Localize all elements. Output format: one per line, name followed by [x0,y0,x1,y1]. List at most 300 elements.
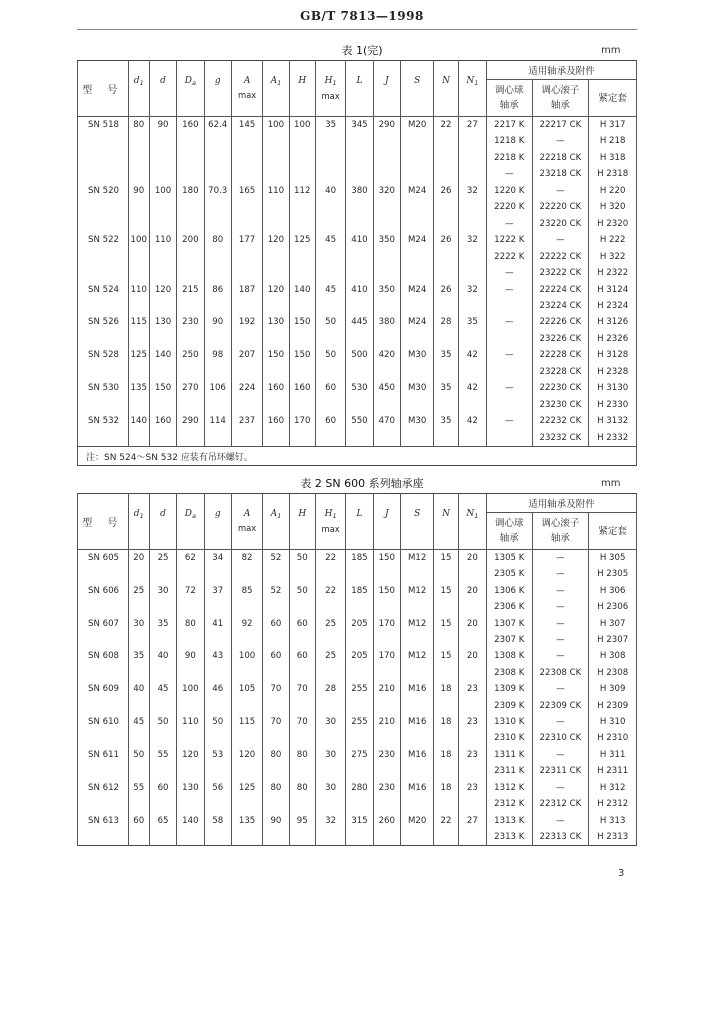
col-H [289,61,315,117]
cell-acc-sleeve: H 2307 [589,632,637,648]
cell-H1: 28 [315,681,345,714]
cell-A1: 80 [263,747,289,780]
cell-N: 15 [434,616,458,649]
cell-d1: 25 [128,583,149,616]
cell-H1: 32 [315,813,345,846]
cell-d1: 40 [128,681,149,714]
cell-H1: 30 [315,780,345,813]
cell-N1: 32 [458,282,486,315]
cell-acc-roller: 23226 CK [532,331,589,347]
cell-N1: 23 [458,747,486,780]
cell-A1: 160 [263,413,289,446]
table-row [78,616,637,632]
col-N1-subscript: 1 [474,512,479,520]
cell-Da: 270 [177,380,204,413]
cell-Da: 62 [177,550,204,583]
cell-d: 110 [149,232,176,281]
cell-L: 205 [346,648,373,681]
cell-J: 210 [373,681,400,714]
cell-A: 100 [231,648,262,681]
cell-acc-roller: 22224 CK [532,282,589,298]
cell-acc-sleeve: H 2312 [589,796,637,812]
col-J [373,61,400,117]
col-N1-symbol: N [466,509,475,519]
cell-acc-sleeve: H 307 [589,616,637,632]
cell-A1: 160 [263,380,289,413]
col-N1 [458,494,486,550]
col-acc-roller: 调心滚子 轴承 [532,513,589,550]
cell-Da: 250 [177,347,204,380]
cell-acc-ball: 1310 K [487,714,533,730]
table-row [78,714,637,730]
cell-J: 450 [373,380,400,413]
table2-unit: mm [601,478,621,489]
cell-J: 210 [373,714,400,747]
cell-N: 26 [434,183,458,232]
col-A-symbol: A [243,76,251,86]
cell-H1: 45 [315,232,345,281]
cell-acc-ball: 1306 K [487,583,533,599]
cell-acc-sleeve: H 222 [589,232,637,248]
col-d-symbol: d [160,509,166,519]
cell-acc-ball: — [487,413,533,429]
cell-g: 90 [204,314,231,347]
cell-acc-sleeve: H 2306 [589,599,637,615]
model-cell: SN 612 [78,780,129,813]
cell-L: 315 [346,813,373,846]
cell-d1: 35 [128,648,149,681]
cell-acc-ball [487,397,533,413]
col-d [149,61,176,117]
cell-N: 35 [434,413,458,446]
cell-N1: 42 [458,380,486,413]
cell-g: 41 [204,616,231,649]
cell-N1: 20 [458,648,486,681]
cell-H1: 25 [315,616,345,649]
col-H1 [315,61,345,117]
cell-d: 60 [149,780,176,813]
cell-acc-roller: — [532,133,589,149]
table2-title: 表 2 SN 600 系列轴承座 [300,477,424,490]
cell-acc-roller: — [532,183,589,199]
model-cell: SN 606 [78,583,129,616]
cell-A: 120 [231,747,262,780]
page-number: 3 [618,868,625,879]
cell-g: 43 [204,648,231,681]
col-d1-subscript: 1 [139,512,144,520]
cell-A1: 60 [263,616,289,649]
cell-S: M12 [400,648,433,681]
table1-note-row [78,447,637,466]
col-d1-subscript: 1 [139,79,144,87]
cell-g: 56 [204,780,231,813]
cell-acc-ball: 1313 K [487,813,533,829]
col-S-symbol: S [414,509,421,519]
col-accessories-group: 适用轴承及附件 [487,61,637,80]
col-H1 [315,494,345,550]
header-row [78,494,637,513]
cell-J: 150 [373,583,400,616]
cell-Da: 230 [177,314,204,347]
col-H1-symbol: H [324,76,333,86]
cell-acc-ball [487,364,533,380]
col-g-symbol: g [214,76,221,86]
model-cell: SN 522 [78,232,129,281]
cell-acc-roller: — [532,813,589,829]
cell-acc-roller: 22230 CK [532,380,589,396]
cell-L: 410 [346,232,373,281]
cell-acc-ball: 2305 K [487,566,533,582]
col-S [400,494,433,550]
cell-L: 205 [346,616,373,649]
table-row [78,550,637,567]
cell-g: 53 [204,747,231,780]
cell-acc-ball: 1222 K [487,232,533,248]
table-row [78,747,637,763]
cell-acc-sleeve: H 3132 [589,413,637,429]
cell-L: 380 [346,183,373,232]
cell-S: M16 [400,681,433,714]
cell-A1: 90 [263,813,289,846]
cell-acc-sleeve: H 308 [589,648,637,664]
col-H1-max-note: max [321,524,340,534]
cell-N: 22 [434,117,458,183]
cell-acc-sleeve: H 309 [589,681,637,697]
cell-J: 170 [373,648,400,681]
cell-d1: 140 [128,413,149,446]
cell-J: 230 [373,747,400,780]
col-d1 [128,61,149,117]
cell-A: 237 [231,413,262,446]
cell-acc-ball: — [487,380,533,396]
col-H1-max-note: max [321,91,340,101]
cell-Da: 200 [177,232,204,281]
cell-A: 187 [231,282,262,315]
cell-S: M16 [400,714,433,747]
cell-J: 380 [373,314,400,347]
cell-acc-roller: — [532,780,589,796]
cell-H1: 22 [315,583,345,616]
col-d [149,494,176,550]
col-S-symbol: S [414,76,421,86]
cell-acc-roller: 22313 CK [532,829,589,846]
cell-N: 26 [434,232,458,281]
col-J-symbol: J [384,76,389,86]
cell-acc-sleeve: H 2313 [589,829,637,846]
cell-g: 58 [204,813,231,846]
cell-A1: 120 [263,282,289,315]
cell-J: 320 [373,183,400,232]
cell-N1: 35 [458,314,486,347]
cell-J: 350 [373,232,400,281]
cell-acc-ball: 2310 K [487,730,533,746]
cell-N: 15 [434,648,458,681]
cell-acc-ball: 1309 K [487,681,533,697]
standard-code: GB/T 7813—1998 [300,9,424,23]
cell-H: 50 [289,583,315,616]
cell-acc-ball: 1305 K [487,550,533,567]
cell-d: 35 [149,616,176,649]
cell-acc-ball: — [487,282,533,298]
model-cell: SN 526 [78,314,129,347]
col-A [231,61,262,117]
cell-A: 192 [231,314,262,347]
cell-L: 185 [346,550,373,583]
cell-H1: 50 [315,314,345,347]
cell-acc-roller: 23222 CK [532,265,589,281]
cell-J: 470 [373,413,400,446]
cell-acc-ball: 1307 K [487,616,533,632]
cell-d1: 80 [128,117,149,183]
cell-A: 177 [231,232,262,281]
cell-A1: 70 [263,714,289,747]
col-L [346,61,373,117]
table-row [78,780,637,796]
col-g [204,494,231,550]
col-J-symbol: J [384,509,389,519]
cell-acc-sleeve: H 3126 [589,314,637,330]
cell-acc-sleeve: H 220 [589,183,637,199]
cell-A: 105 [231,681,262,714]
cell-acc-roller: — [532,632,589,648]
cell-A1: 110 [263,183,289,232]
cell-acc-sleeve: H 2308 [589,665,637,681]
col-d1-symbol: d [133,509,140,519]
model-cell: SN 530 [78,380,129,413]
cell-Da: 90 [177,648,204,681]
cell-d: 45 [149,681,176,714]
cell-g: 70.3 [204,183,231,232]
cell-acc-ball: 2217 K [487,117,533,134]
col-N [434,61,458,117]
header-row [78,61,637,80]
cell-acc-roller: 22218 CK [532,150,589,166]
cell-N1: 42 [458,347,486,380]
cell-acc-roller: — [532,714,589,730]
col-d1-symbol: d [133,76,140,86]
cell-d: 25 [149,550,176,583]
table2 [77,493,637,846]
cell-H: 95 [289,813,315,846]
col-Da-subscript: a [192,79,196,87]
cell-J: 230 [373,780,400,813]
col-L-symbol: L [356,509,363,519]
cell-acc-roller: 22226 CK [532,314,589,330]
cell-acc-roller: 22311 CK [532,763,589,779]
cell-S: M30 [400,347,433,380]
cell-d1: 45 [128,714,149,747]
cell-A: 82 [231,550,262,583]
cell-L: 410 [346,282,373,315]
cell-g: 50 [204,714,231,747]
cell-A1: 70 [263,681,289,714]
cell-N: 35 [434,380,458,413]
cell-acc-sleeve: H 2309 [589,698,637,714]
cell-d1: 55 [128,780,149,813]
cell-acc-roller: 23230 CK [532,397,589,413]
cell-acc-sleeve: H 2320 [589,216,637,232]
cell-N: 15 [434,550,458,583]
col-H1-symbol: H [324,509,333,519]
col-N [434,494,458,550]
cell-Da: 140 [177,813,204,846]
cell-g: 98 [204,347,231,380]
cell-acc-ball: 1312 K [487,780,533,796]
cell-A: 135 [231,813,262,846]
cell-L: 280 [346,780,373,813]
cell-H: 170 [289,413,315,446]
col-Da-symbol: D [184,76,192,86]
col-H1-subscript: 1 [332,79,337,87]
cell-acc-sleeve: H 322 [589,249,637,265]
cell-S: M24 [400,183,433,232]
cell-H1: 50 [315,347,345,380]
cell-acc-ball: 2313 K [487,829,533,846]
cell-d: 50 [149,714,176,747]
col-acc-ball: 调心球 轴承 [487,80,533,117]
col-L [346,494,373,550]
col-A1 [263,494,289,550]
cell-acc-sleeve: H 2330 [589,397,637,413]
cell-acc-ball: — [487,314,533,330]
table1-unit: mm [601,45,621,56]
cell-H: 112 [289,183,315,232]
cell-H: 70 [289,681,315,714]
cell-acc-roller: 22312 CK [532,796,589,812]
cell-d1: 110 [128,282,149,315]
cell-acc-ball: 1218 K [487,133,533,149]
col-A1-subscript: 1 [277,79,282,87]
cell-L: 255 [346,681,373,714]
cell-S: M24 [400,282,433,315]
col-A1-symbol: A [270,76,278,86]
col-A-max-note: max [237,90,257,100]
cell-g: 106 [204,380,231,413]
model-cell: SN 608 [78,648,129,681]
table1-title: 表 1(完) [341,44,383,57]
cell-d: 55 [149,747,176,780]
cell-d1: 30 [128,616,149,649]
cell-H: 125 [289,232,315,281]
cell-acc-ball: — [487,265,533,281]
model-cell: SN 520 [78,183,129,232]
cell-acc-sleeve: H 2322 [589,265,637,281]
cell-g: 62.4 [204,117,231,183]
cell-acc-sleeve: H 2311 [589,763,637,779]
col-A1 [263,61,289,117]
cell-acc-ball: 2308 K [487,665,533,681]
cell-N: 35 [434,347,458,380]
cell-acc-sleeve: H 2326 [589,331,637,347]
cell-Da: 290 [177,413,204,446]
cell-S: M24 [400,232,433,281]
cell-N1: 20 [458,550,486,583]
col-Da [177,61,204,117]
cell-acc-ball [487,298,533,314]
cell-N1: 27 [458,117,486,183]
cell-g: 86 [204,282,231,315]
cell-A1: 150 [263,347,289,380]
col-d1 [128,494,149,550]
cell-A: 165 [231,183,262,232]
cell-A1: 60 [263,648,289,681]
cell-L: 345 [346,117,373,183]
cell-acc-roller: 22222 CK [532,249,589,265]
cell-A1: 100 [263,117,289,183]
table-row [78,232,637,248]
cell-d: 130 [149,314,176,347]
col-H-symbol: H [298,509,307,519]
cell-N1: 42 [458,413,486,446]
cell-Da: 215 [177,282,204,315]
cell-H: 60 [289,616,315,649]
cell-d1: 100 [128,232,149,281]
cell-acc-roller: — [532,566,589,582]
model-cell: SN 611 [78,747,129,780]
cell-L: 185 [346,583,373,616]
model-cell: SN 524 [78,282,129,315]
cell-g: 34 [204,550,231,583]
cell-S: M16 [400,780,433,813]
cell-L: 445 [346,314,373,347]
col-model: 型 号 [78,494,129,550]
cell-A: 125 [231,780,262,813]
cell-acc-roller: — [532,550,589,567]
cell-Da: 120 [177,747,204,780]
col-acc-sleeve: 紧定套 [589,513,637,550]
table-row [78,813,637,829]
cell-S: M12 [400,550,433,583]
table-row [78,183,637,199]
cell-acc-roller: 22232 CK [532,413,589,429]
table-row [78,282,637,298]
table-row [78,583,637,599]
cell-acc-roller: — [532,747,589,763]
col-Da-symbol: D [184,509,192,519]
cell-L: 500 [346,347,373,380]
cell-H: 150 [289,347,315,380]
col-g-symbol: g [214,509,221,519]
cell-d1: 60 [128,813,149,846]
cell-d1: 90 [128,183,149,232]
table-row [78,380,637,396]
cell-H: 80 [289,747,315,780]
cell-Da: 110 [177,714,204,747]
model-cell: SN 518 [78,117,129,183]
cell-L: 550 [346,413,373,446]
cell-acc-sleeve: H 3130 [589,380,637,396]
table-row [78,681,637,697]
cell-J: 420 [373,347,400,380]
cell-J: 290 [373,117,400,183]
cell-acc-sleeve: H 2324 [589,298,637,314]
cell-d1: 135 [128,380,149,413]
cell-H1: 30 [315,714,345,747]
cell-H1: 45 [315,282,345,315]
table-row [78,314,637,330]
cell-acc-roller: 23224 CK [532,298,589,314]
cell-H: 150 [289,314,315,347]
cell-A1: 80 [263,780,289,813]
table-row [78,413,637,429]
cell-acc-roller: 22308 CK [532,665,589,681]
cell-J: 350 [373,282,400,315]
cell-H: 140 [289,282,315,315]
cell-d1: 50 [128,747,149,780]
cell-N: 26 [434,282,458,315]
col-accessories-group: 适用轴承及附件 [487,494,637,513]
cell-acc-sleeve: H 2328 [589,364,637,380]
